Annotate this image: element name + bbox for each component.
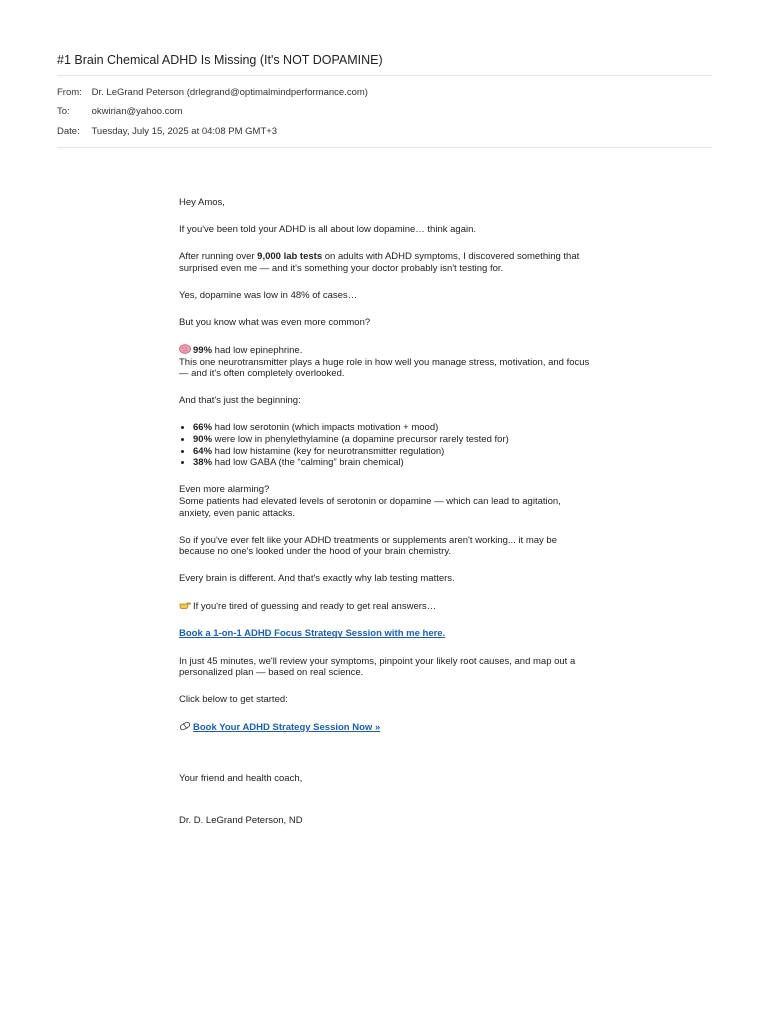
stats-list [179, 422, 591, 468]
to-row [57, 106, 712, 117]
pill-icon [179, 721, 191, 731]
paragraph-alarming: Even more alarming? Some patients had elevated levels of serotonin or dopamine — which can lead to agitation, anxiety, even panic attacks. [179, 484, 561, 519]
email-subject: #1 Brain Chemical ADHD Is Missing (It's NOT DOPAMINE) [57, 53, 712, 76]
paragraph-lab-tests: After running over 9,000 lab tests on adults with ADHD symptoms, I discovered something that surprised even me — and it's something your doctor probably isn't testing for. [179, 251, 580, 274]
brain-icon [179, 344, 191, 354]
paragraph-link2 [179, 721, 591, 734]
book-session-link[interactable]: Book a 1-on-1 ADHD Focus Strategy Session with me here. [179, 628, 446, 640]
email-body [179, 197, 591, 842]
spacer [179, 749, 591, 773]
paragraph-intro: If you've been told your ADHD is all about low dopamine… think again. [179, 224, 477, 236]
spacer [179, 801, 591, 815]
date-value: Tuesday, July 15, 2025 at 04:08 PM GMT+3 [91, 126, 278, 137]
list-item: • 64% had low histamine (key for neurotransmitter regulation) [193, 446, 591, 458]
paragraph-every-brain: Every brain is different. And that's exactly why lab testing matters. [179, 573, 455, 585]
paragraph-link1 [179, 628, 591, 640]
greeting: Hey Amos, [179, 197, 225, 208]
book-now-link[interactable]: Book Your ADHD Strategy Session Now » [193, 722, 381, 734]
paragraph-question: But you know what was even more common? [179, 316, 371, 328]
to-value: okwirian@yahoo.com [91, 106, 183, 117]
paragraph-tired: If you're tired of guessing and ready to get real answers… [179, 600, 591, 613]
list-item: • 90% were low in phenylethylamine (a dopamine precursor rarely tested for) [193, 434, 591, 446]
paragraph-beginning: And that's just the beginning: [179, 395, 301, 407]
list-item: • 66% had low serotonin (which impacts motivation + mood) [193, 422, 591, 434]
paragraph-treatments: So if you've ever felt like your ADHD treatments or supplements aren't working... it may be because no one's looked under the hood of your brain chemistry. [179, 534, 557, 558]
pointing-hand-icon [179, 600, 191, 610]
paragraph-dopamine: Yes, dopamine was low in 48% of cases… [179, 289, 358, 301]
paragraph-45-minutes: In just 45 minutes, we'll review your symptoms, pinpoint your likely root causes, and map out a personalized plan — based on real science. [179, 655, 576, 679]
paragraph-epinephrine: 99% had low epinephrine. This one neurotransmitter plays a huge role in how well you manage stress, motivation, and focus — and it's often completely overlooked. [179, 345, 590, 380]
signoff: Your friend and health coach, [179, 773, 303, 785]
to-label: To: [57, 106, 70, 117]
from-label: From: [57, 87, 82, 98]
from-value: Dr. LeGrand Peterson (drlegrand@optimalmindperformance.com) [91, 87, 368, 98]
date-label: Date: [57, 126, 80, 137]
from-row [57, 87, 712, 98]
list-item: • 38% had low GABA (the “calming” brain chemical) [193, 457, 591, 469]
signature: Dr. D. LeGrand Peterson, ND [179, 814, 303, 826]
date-row [57, 126, 712, 148]
paragraph-click-below: Click below to get started: [179, 694, 288, 706]
